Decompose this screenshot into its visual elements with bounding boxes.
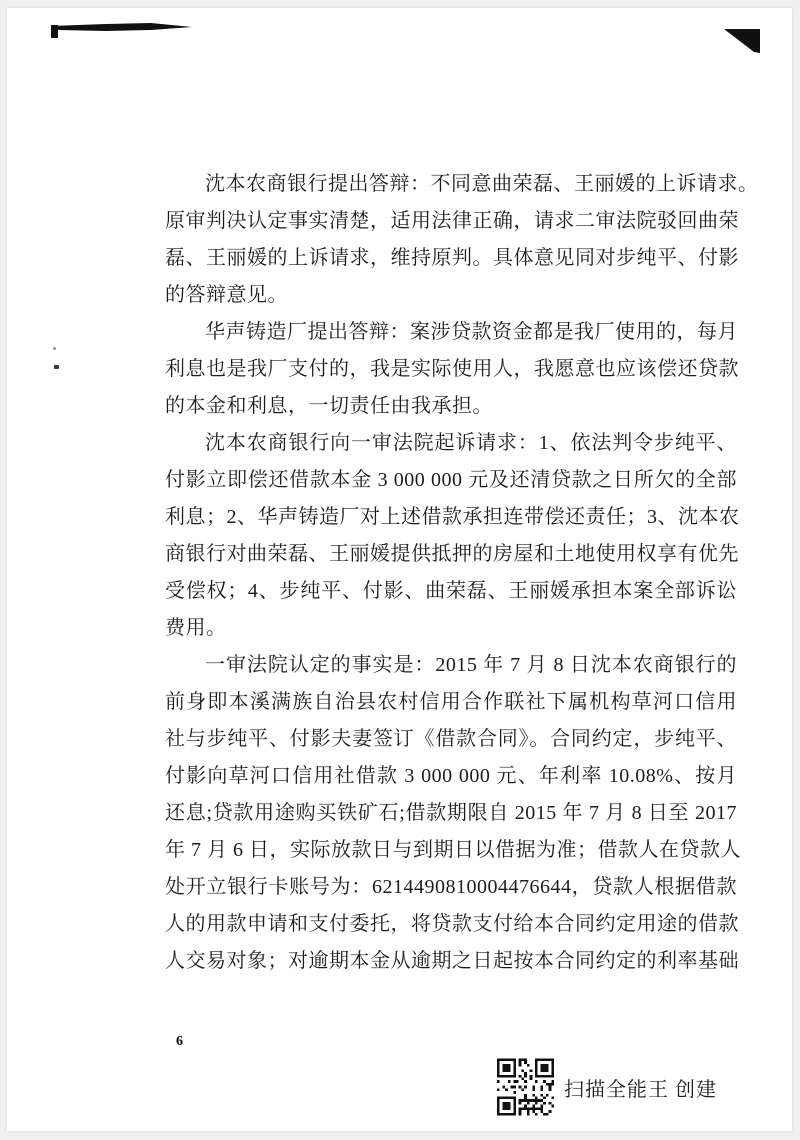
text-line: 人交易对象；对逾期本金从逾期之日起按本合同约定的利率基础 bbox=[165, 950, 739, 972]
text-line: 华声铸造厂提出答辩：案涉贷款资金都是我厂使用的，每月 bbox=[205, 321, 738, 343]
text-line: 处开立银行卡账号为：6214490810004476644，贷款人根据借款 bbox=[165, 876, 737, 898]
scanned-page bbox=[7, 8, 792, 1131]
qr-caption-label: 扫描全能王 创建 bbox=[564, 1078, 717, 1101]
text-line: 付影向草河口信用社借款 3 000 000 元、年利率 10.08%、按月 bbox=[165, 765, 737, 787]
text-line: 沈本农商银行提出答辩：不同意曲荣磊、王丽媛的上诉请求。 bbox=[205, 173, 759, 195]
text-line: 原审判决认定事实清楚，适用法律正确，请求二审法院驳回曲荣 bbox=[165, 210, 739, 232]
scan-streak-artifact bbox=[51, 23, 196, 39]
text-line: 还息;贷款用途购买铁矿石;借款期限自 2015 年 7 月 8 日至 2017 bbox=[165, 802, 737, 824]
text-line: 一审法院认定的事实是：2015 年 7 月 8 日沈本农商银行的 bbox=[205, 654, 737, 676]
qr-code-icon bbox=[497, 1058, 554, 1116]
text-line: 前身即本溪满族自治县农村信用合作联社下属机构草河口信用 bbox=[165, 691, 737, 713]
page-number: 6 bbox=[176, 1034, 183, 1049]
text-line: 付影立即偿还借款本金 3 000 000 元及还清贷款之日所欠的全部 bbox=[165, 469, 737, 491]
paragraph bbox=[165, 647, 741, 980]
scanner-watermark bbox=[497, 1058, 717, 1116]
scan-speck bbox=[54, 365, 59, 369]
text-line: 人的用款申请和支付委托，将贷款支付给本合同约定用途的借款 bbox=[165, 913, 739, 935]
paragraph bbox=[165, 314, 737, 425]
text-line: 商银行对曲荣磊、王丽媛提供抵押的房屋和土地使用权享有优先 bbox=[165, 543, 739, 565]
text-line: 沈本农商银行向一审法院起诉请求：1、依法判令步纯平、 bbox=[205, 432, 737, 454]
text-line: 社与步纯平、付影夫妻签订《借款合同》。合同约定，步纯平、 bbox=[165, 728, 737, 750]
text-line: 费用。 bbox=[165, 617, 227, 639]
document-body bbox=[165, 166, 759, 980]
paragraph bbox=[165, 425, 740, 647]
text-line: 的本金和利息，一切责任由我承担。 bbox=[165, 395, 493, 417]
text-line: 利息；2、华声铸造厂对上述借款承担连带偿还责任；3、沈本农 bbox=[165, 506, 740, 528]
folded-corner-artifact bbox=[724, 29, 760, 53]
text-line: 磊、王丽媛的上诉请求，维持原判。具体意见同对步纯平、付影 bbox=[165, 247, 739, 269]
text-line: 利息也是我厂支付的，我是实际使用人，我愿意也应该偿还贷款 bbox=[165, 358, 739, 380]
scan-speck bbox=[53, 347, 56, 350]
paragraph bbox=[165, 166, 759, 314]
text-line: 年 7 月 6 日，实际放款日与到期日以借据为准；借款人在贷款人 bbox=[165, 839, 741, 861]
text-line: 的答辩意见。 bbox=[165, 284, 288, 306]
text-line: 受偿权；4、步纯平、付影、曲荣磊、王丽媛承担本案全部诉讼 bbox=[165, 580, 737, 602]
